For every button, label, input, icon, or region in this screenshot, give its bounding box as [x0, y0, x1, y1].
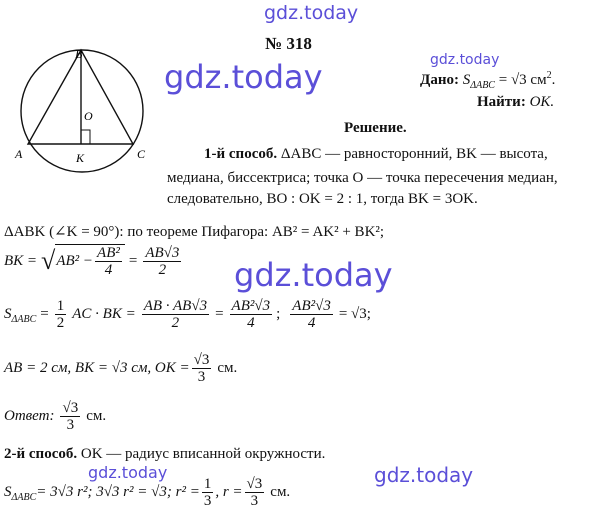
- bk-result-num: AB√3: [145, 244, 180, 261]
- area-eq1: =: [40, 306, 49, 322]
- answer-label: Ответ:: [4, 408, 55, 424]
- right-angle-mark: [81, 130, 90, 144]
- given-label: Дано:: [420, 72, 459, 88]
- find-label: Найти:: [477, 94, 526, 110]
- problem-number: № 318: [265, 34, 312, 53]
- answer-fraction: [60, 400, 80, 433]
- label-b: B: [75, 47, 83, 61]
- area-frac1-den: 2: [171, 315, 180, 331]
- triangle-in-circle-figure: [4, 44, 164, 174]
- bk-eq: =: [128, 252, 138, 269]
- final-part1: = 3√3 r²; 3√3 r² = √3; r² =: [36, 484, 200, 500]
- method1-line1-text: ΔABC — равносторонний, BK — высота,: [277, 146, 548, 162]
- values-line: [4, 352, 237, 385]
- values-num: √3: [193, 352, 210, 368]
- watermark-top: gdz.today: [264, 2, 359, 24]
- label-k: K: [76, 151, 85, 165]
- method2-line: [4, 446, 325, 463]
- half-den: 2: [56, 315, 65, 331]
- values-fraction: [192, 352, 212, 385]
- watermark-small-1: gdz.today: [430, 52, 500, 68]
- final-line: [4, 476, 290, 509]
- area-end: = √3;: [338, 306, 371, 322]
- final-frac1-den: 3: [203, 493, 212, 509]
- final-frac2-num: √3: [246, 476, 263, 492]
- radicand-den: 4: [104, 262, 113, 278]
- radicand-fraction: [95, 245, 122, 278]
- radicand-num: AB²: [97, 245, 120, 261]
- answer-den: 3: [66, 417, 75, 433]
- area-frac2-den: 4: [247, 315, 255, 331]
- given-sub: ΔABC: [470, 80, 495, 91]
- answer-unit: см.: [86, 408, 107, 424]
- area-s: S: [4, 306, 12, 322]
- values-text: AB = 2 см, BK = √3 см, OK =: [4, 360, 190, 376]
- area-mid: AC · BK =: [72, 306, 136, 322]
- area-frac2-num: AB²√3: [231, 298, 271, 314]
- label-c: C: [137, 147, 146, 161]
- bk-result: [143, 245, 181, 278]
- final-frac2: [245, 476, 265, 509]
- values-den: 3: [197, 369, 206, 385]
- bk-result-den: 2: [158, 261, 167, 278]
- watermark-small-3: gdz.today: [374, 463, 474, 487]
- half-num: 1: [56, 298, 65, 314]
- answer-line: [4, 400, 106, 433]
- area-frac3: [290, 298, 333, 331]
- find-value: OK.: [525, 94, 555, 110]
- final-part2: , r =: [215, 484, 243, 500]
- solution-title: Решение.: [344, 120, 407, 136]
- area-formula: [4, 298, 371, 331]
- given-expr: S: [462, 72, 471, 88]
- given-end: .: [551, 72, 556, 88]
- final-sub: ΔABC: [11, 492, 37, 503]
- radicand: [55, 244, 125, 278]
- bk-left: BK =: [4, 252, 38, 269]
- method2-text: OK — радиус вписанной окружности.: [77, 446, 326, 462]
- method1-label: 1-й способ.: [204, 146, 278, 162]
- given-line: [420, 70, 555, 91]
- bk-formula: [4, 244, 183, 278]
- final-frac1-num: 1: [203, 476, 212, 492]
- watermark-small-2: gdz.today: [88, 463, 168, 482]
- pythagoras-line: ΔABK (∠K = 90°): по теореме Пифагора: AB² = AK² + BK²;: [4, 224, 385, 240]
- watermark-large-2: gdz.today: [234, 256, 393, 294]
- method1-line2: медиана, биссектриса; точка O — точка пересечения медиан, следовательно, BO : OK = 2 : 1, тогда BK = 3OK.: [167, 170, 558, 207]
- area-frac1-num: AB · AB√3: [143, 298, 208, 314]
- final-unit: см.: [270, 484, 291, 500]
- label-a: A: [15, 147, 23, 161]
- area-frac3-den: 4: [307, 315, 316, 331]
- final-frac2-den: 3: [250, 493, 259, 509]
- answer-num: √3: [62, 400, 79, 416]
- final-frac1: [202, 476, 214, 509]
- values-unit: см.: [217, 360, 238, 376]
- watermark-large-1: gdz.today: [164, 58, 323, 96]
- given-sup: 2: [546, 70, 552, 81]
- sqrt-sign: √: [41, 246, 56, 275]
- final-s: S: [4, 484, 12, 500]
- method1-line1: [204, 146, 548, 163]
- given-rest: = √3 см: [494, 72, 547, 88]
- half-fraction: [55, 298, 67, 331]
- radicand-a: AB² −: [56, 253, 94, 269]
- area-frac1: [142, 298, 209, 331]
- area-eq2: =: [215, 306, 224, 322]
- area-semi: ;: [276, 306, 281, 322]
- area-sub: ΔABC: [11, 314, 37, 325]
- find-line: [477, 94, 554, 111]
- method2-label: 2-й способ.: [4, 446, 78, 462]
- area-frac3-num: AB²√3: [292, 298, 331, 314]
- label-o: O: [84, 109, 93, 123]
- area-frac2: [230, 298, 273, 331]
